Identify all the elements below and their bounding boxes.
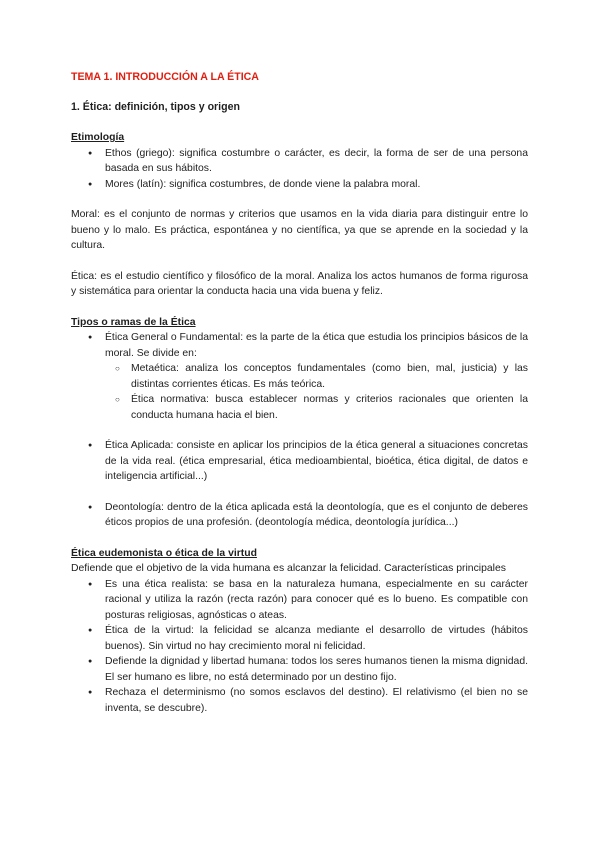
eudemonista-heading: Ética eudemonista o ética de la virtud — [71, 547, 257, 559]
eudemonista-intro: Defiende que el objetivo de la vida humana es alcanzar la felicidad. Características principales — [71, 563, 506, 574]
list-item: ● Ethos (griego): significa costumbre o carácter, es decir, la forma de ser de una persona basada en sus hábitos. — [71, 146, 528, 177]
list-item: ● Es una ética realista: se basa en la naturaleza humana, especialmente en su carácter racional y utiliza la razón (recta razón) para conocer qué es lo bueno. Es compatible con posturas religiosas, agnósticas o ateas. — [71, 577, 528, 624]
etica-paragraph: Ética: es el estudio científico y filosófico de la moral. Analiza los actos humanos de forma rigurosa y sistemática para orientar la conducta hacia una vida buena y feliz. — [71, 270, 528, 297]
list-item: ● Mores (latín): significa costumbres, de donde viene la palabra moral. — [71, 177, 528, 193]
list-item: ● Defiende la dignidad y libertad humana: todos los seres humanos tienen la misma dignidad. El ser humano es libre, no está determinado por un destino fijo. — [71, 654, 528, 685]
list-item: ● Deontología: dentro de la ética aplicada está la deontología, que es el conjunto de deberes éticos propios de una profesión. (deontología médica, deontología jurídica...) — [71, 500, 528, 531]
sub-list-item: ○ Metaética: analiza los conceptos fundamentales (como bien, mal, justicia) y las distintas corrientes éticas. Es más teórica. — [105, 361, 528, 392]
eudemonista-list — [71, 577, 528, 717]
etimologia-list — [71, 146, 528, 193]
section-title: 1. Ética: definición, tipos y origen — [71, 100, 240, 113]
list-item: ● Rechaza el determinismo (no somos esclavos del destino). El relativismo (el bien no se inventa, se descubre). — [71, 685, 528, 716]
etica-aplicada-text: Ética Aplicada: consiste en aplicar los principios de la ética general a situaciones concretas de la vida real. (ética empresarial, ética medioambiental, bioética, ética digital, de datos e inteligencia artificial...) — [105, 440, 528, 482]
document-page — [71, 70, 528, 716]
moral-paragraph: Moral: es el conjunto de normas y criterios que usamos en la vida diaria para distinguir entre lo bueno y lo malo. Es práctica, espontánea y no científica, ya que se aprende en la sociedad y la cultura. — [71, 209, 528, 251]
etimologia-heading: Etimología — [71, 132, 125, 143]
list-item: ● Ética de la virtud: la felicidad se alcanza mediante el desarrollo de virtudes (hábitos buenos). Sin virtud no hay crecimiento moral ni felicidad. — [71, 623, 528, 654]
list-item — [71, 438, 528, 500]
sub-list-item: ○ Ética normativa: busca establecer normas y criterios racionales que orienten la conducta humana hacia el bien. — [105, 392, 528, 423]
tipos-list — [71, 330, 528, 531]
sub-list — [105, 361, 528, 423]
tema-title: TEMA 1. INTRODUCCIÓN A LA ÉTICA — [71, 71, 259, 83]
etica-general-text: Ética General o Fundamental: es la parte de la ética que estudia los principios básicos de la moral. Se divide en: — [105, 332, 528, 359]
list-item — [71, 330, 528, 438]
tipos-heading: Tipos o ramas de la Ética — [71, 316, 196, 328]
